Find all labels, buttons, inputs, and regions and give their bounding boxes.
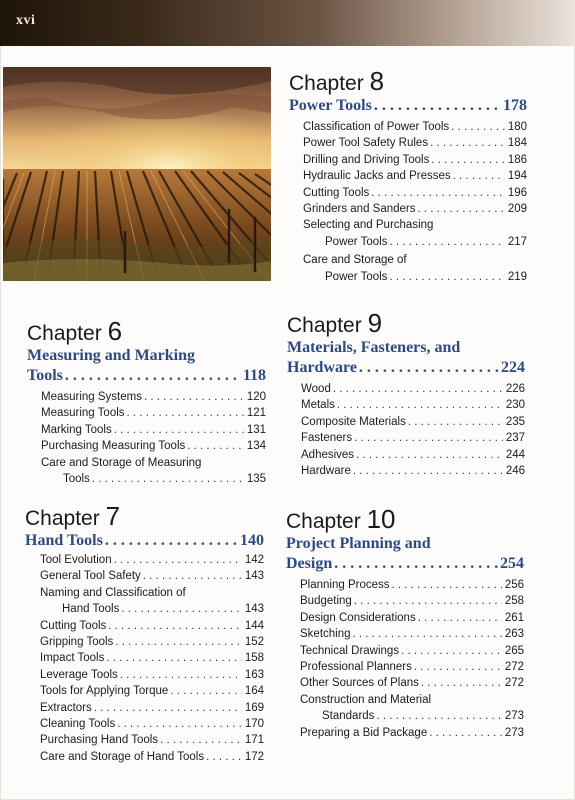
entry-title: Measuring Systems	[41, 391, 142, 403]
dot-leader	[337, 397, 503, 413]
dot-leader	[170, 683, 242, 699]
toc-entry[interactable]	[41, 438, 266, 454]
dot-leader	[359, 358, 499, 378]
entry-title: Selecting and Purchasing	[303, 219, 434, 232]
dot-leader	[353, 463, 503, 479]
chapter-title-line1: Project Planning and	[286, 535, 431, 552]
entry-title: Leverage Tools	[40, 668, 118, 681]
dot-leader	[414, 659, 502, 675]
dot-leader	[453, 168, 505, 184]
chapter-7	[25, 503, 264, 765]
dot-leader	[408, 414, 503, 430]
entry-page: 158	[244, 652, 264, 665]
entry-page: 142	[244, 554, 264, 566]
entry-page: 170	[244, 718, 264, 731]
dot-leader	[105, 531, 238, 551]
entry-title: Construction and Material	[300, 693, 432, 706]
toc-entry[interactable]	[41, 405, 266, 421]
entry-page: 143	[244, 603, 264, 616]
entry-title: Marking Tools	[41, 423, 112, 436]
entry-page: 273	[504, 726, 524, 739]
dot-leader	[429, 725, 502, 741]
chapter-title-line2: Hardware	[287, 359, 357, 376]
toc-entry[interactable]	[303, 252, 527, 285]
chapter-heading	[27, 318, 266, 344]
dot-leader	[374, 96, 501, 116]
entry-title: Hydraulic Jacks and Presses	[303, 170, 451, 183]
dot-leader	[401, 643, 502, 659]
toc-entry[interactable]	[40, 683, 264, 699]
entry-title-continued: Standards	[322, 710, 375, 723]
toc-entry[interactable]	[41, 422, 266, 438]
entry-title: Care and Storage of Hand Tools	[40, 750, 205, 763]
chapter-label: Chapter	[25, 507, 100, 530]
toc-entry[interactable]	[303, 201, 527, 217]
dot-leader	[92, 471, 244, 487]
toc-entry[interactable]	[300, 593, 524, 609]
toc-entry[interactable]	[41, 455, 266, 488]
entry-list	[27, 389, 266, 487]
dot-leader	[353, 626, 502, 642]
dot-leader	[392, 577, 502, 593]
toc-entry[interactable]	[303, 185, 527, 201]
dot-leader	[65, 366, 241, 386]
toc-entry[interactable]	[300, 692, 524, 725]
entry-title-continued: Tools	[63, 473, 90, 486]
chapter-heading	[286, 506, 524, 532]
chapter-number: 10	[366, 504, 396, 534]
toc-entry[interactable]	[303, 119, 527, 135]
entry-title: Cleaning Tools	[40, 718, 116, 731]
dot-leader	[431, 152, 504, 168]
entry-page: 180	[507, 121, 527, 133]
chapter-page: 254	[500, 555, 524, 572]
chapter-title-text: Hand Tools	[25, 532, 103, 549]
entry-title: Technical Drawings	[300, 644, 400, 657]
toc-entry[interactable]	[300, 577, 524, 593]
toc-entry[interactable]	[40, 749, 264, 765]
chapter-label: Chapter	[287, 314, 362, 337]
dot-leader	[354, 430, 503, 446]
entry-title: Classification of Power Tools	[303, 121, 450, 133]
toc-entry[interactable]	[301, 430, 525, 446]
chapter-heading	[25, 503, 264, 529]
entry-page: 237	[505, 432, 525, 445]
chapter-title-line1: Measuring and Marking	[27, 347, 196, 364]
toc-entry[interactable]	[303, 152, 527, 168]
dot-leader	[187, 438, 244, 454]
toc-entry[interactable]	[301, 447, 525, 463]
toc-entry[interactable]	[300, 659, 524, 675]
entry-page: 256	[504, 579, 524, 591]
entry-page: 143	[244, 570, 264, 583]
toc-entry[interactable]	[300, 643, 524, 659]
dot-leader	[371, 185, 505, 201]
toc-entry[interactable]	[40, 650, 264, 666]
toc-entry[interactable]	[301, 463, 525, 479]
toc-entry[interactable]	[40, 732, 264, 748]
chapter-title-line1: Materials, Fasteners, and	[287, 339, 461, 356]
chapter-title[interactable]	[286, 534, 524, 574]
dot-leader	[334, 554, 498, 574]
dot-leader	[421, 675, 502, 691]
toc-entry[interactable]	[40, 700, 264, 716]
entry-title: Cutting Tools	[303, 186, 370, 199]
toc-entry[interactable]	[303, 217, 527, 250]
entry-title: Purchasing Hand Tools	[40, 734, 159, 747]
entry-title: Fasteners	[301, 432, 353, 445]
dot-leader	[160, 732, 242, 748]
toc-entry[interactable]	[301, 381, 525, 397]
entry-title: Extractors	[40, 701, 92, 714]
entry-list	[286, 577, 524, 741]
entry-list	[287, 381, 525, 479]
entry-title: Care and Storage of	[303, 254, 407, 267]
chapter-page: 140	[240, 532, 264, 549]
entry-title-continued: Hand Tools	[62, 603, 120, 616]
page-number: xvi	[16, 13, 36, 28]
toc-entry[interactable]	[300, 675, 524, 691]
entry-list	[289, 119, 527, 285]
entry-page: 194	[507, 170, 527, 183]
chapter-number: 7	[105, 501, 121, 531]
entry-page: 273	[504, 710, 524, 723]
chapter-label: Chapter	[289, 72, 364, 95]
dot-leader	[117, 716, 242, 732]
chapter-number: 6	[107, 316, 123, 346]
entry-title: Wood	[301, 383, 331, 395]
entry-title: Other Sources of Plans	[300, 677, 419, 690]
toc-entry[interactable]	[40, 716, 264, 732]
entry-page: 121	[246, 407, 266, 420]
dot-leader	[115, 634, 242, 650]
dot-leader	[120, 667, 242, 683]
dot-leader	[114, 552, 242, 568]
entry-page: 134	[246, 440, 266, 453]
entry-title: Impact Tools	[40, 652, 105, 665]
entry-page: 265	[504, 644, 524, 657]
chapter-heading	[287, 310, 525, 336]
chapter-title-line2: Tools	[27, 367, 63, 384]
chapter-title[interactable]	[25, 531, 264, 551]
entry-title: Cutting Tools	[40, 619, 107, 632]
vineyard-photo	[3, 67, 271, 281]
chapter-8	[289, 68, 527, 285]
entry-page: 217	[507, 235, 527, 248]
dot-leader	[418, 610, 502, 626]
dot-leader	[114, 422, 244, 438]
chapter-label: Chapter	[27, 322, 102, 345]
chapter-title[interactable]	[27, 346, 266, 386]
dot-leader	[94, 700, 242, 716]
entry-title: Metals	[301, 399, 335, 412]
entry-page: 196	[507, 186, 527, 199]
entry-title: Gripping Tools	[40, 636, 114, 649]
entry-page: 235	[505, 415, 525, 428]
toc-entry[interactable]	[40, 667, 264, 683]
dot-leader	[389, 234, 504, 250]
entry-page: 169	[244, 701, 264, 714]
toc-entry[interactable]	[300, 626, 524, 642]
entry-page: 244	[505, 448, 525, 461]
entry-page: 135	[246, 473, 266, 486]
entry-page: 120	[246, 391, 266, 403]
dot-leader	[127, 405, 244, 421]
dot-leader	[333, 381, 503, 397]
chapter-number: 8	[369, 66, 385, 96]
entry-title: Tool Evolution	[40, 554, 112, 566]
chapter-title-text: Power Tools	[289, 97, 372, 114]
toc-entry[interactable]	[40, 618, 264, 634]
entry-title: Measuring Tools	[41, 407, 125, 420]
toc-entry[interactable]	[301, 414, 525, 430]
entry-page: 272	[504, 661, 524, 674]
entry-page: 131	[246, 423, 266, 436]
entry-page: 209	[507, 203, 527, 216]
dot-leader	[376, 708, 501, 724]
dot-leader	[356, 447, 503, 463]
chapter-page: 178	[503, 97, 527, 114]
dot-leader	[389, 269, 504, 285]
entry-title: Composite Materials	[301, 415, 406, 428]
entry-page: 152	[244, 636, 264, 649]
entry-list	[25, 552, 264, 765]
dot-leader	[451, 119, 505, 135]
entry-page: 258	[504, 595, 524, 608]
entry-title: Professional Planners	[300, 661, 412, 674]
entry-page: 219	[507, 270, 527, 283]
chapter-number: 9	[367, 308, 383, 338]
entry-page: 184	[507, 137, 527, 150]
entry-page: 172	[244, 750, 264, 763]
entry-page: 186	[507, 153, 527, 166]
entry-title: Budgeting	[300, 595, 352, 608]
entry-title: Sketching	[300, 628, 351, 641]
toc-entry[interactable]	[303, 168, 527, 184]
chapter-10	[286, 506, 524, 741]
entry-title: Design Considerations	[300, 611, 416, 624]
toc-entry[interactable]	[40, 634, 264, 650]
dot-leader	[418, 201, 505, 217]
entry-page: 263	[504, 628, 524, 641]
entry-title: Care and Storage of Measuring	[41, 456, 202, 469]
dot-leader	[144, 389, 244, 405]
dot-leader	[108, 618, 242, 634]
toc-entry[interactable]	[300, 725, 524, 741]
entry-title-continued: Power Tools	[325, 235, 388, 248]
dot-leader	[206, 749, 242, 765]
chapter-heading	[289, 68, 527, 94]
dot-leader	[354, 593, 502, 609]
entry-title: Hardware	[301, 465, 351, 478]
toc-entry[interactable]	[303, 135, 527, 151]
entry-page: 144	[244, 619, 264, 632]
entry-page: 261	[504, 611, 524, 624]
chapter-page: 118	[242, 367, 266, 384]
entry-title-continued: Power Tools	[325, 270, 388, 283]
entry-title: Purchasing Measuring Tools	[41, 440, 186, 453]
entry-title: Grinders and Sanders	[303, 203, 416, 216]
entry-title: Drilling and Driving Tools	[303, 153, 430, 166]
chapter-page: 224	[501, 359, 525, 376]
entry-title: Power Tool Safety Rules	[303, 137, 429, 150]
dot-leader	[143, 568, 242, 584]
toc-entry[interactable]	[301, 397, 525, 413]
chapter-title[interactable]	[289, 96, 527, 116]
entry-page: 230	[505, 399, 525, 412]
chapter-6	[27, 318, 266, 487]
toc-entry[interactable]	[300, 610, 524, 626]
entry-title: Adhesives	[301, 448, 355, 461]
dot-leader	[121, 601, 241, 617]
entry-title: Naming and Classification of	[40, 586, 186, 599]
chapter-title[interactable]	[287, 338, 525, 378]
entry-page: 163	[244, 668, 264, 681]
dot-leader	[430, 135, 505, 151]
entry-title: Planning Process	[300, 579, 390, 591]
toc-entry[interactable]	[40, 585, 264, 618]
entry-page: 272	[504, 677, 524, 690]
toc-entry[interactable]	[40, 552, 264, 568]
entry-page: 164	[244, 685, 264, 698]
chapter-title-line2: Design	[286, 555, 333, 572]
toc-entry[interactable]	[41, 389, 266, 405]
entry-page: 226	[505, 383, 525, 395]
entry-page: 246	[505, 465, 525, 478]
chapter-9	[287, 310, 525, 479]
toc-entry[interactable]	[40, 568, 264, 584]
chapter-label: Chapter	[286, 510, 361, 533]
entry-page: 171	[244, 734, 264, 747]
header-bar	[0, 0, 575, 46]
entry-title: Tools for Applying Torque	[40, 685, 169, 698]
dot-leader	[106, 650, 241, 666]
entry-title: Preparing a Bid Package	[300, 726, 428, 739]
entry-title: General Tool Safety	[40, 570, 141, 583]
